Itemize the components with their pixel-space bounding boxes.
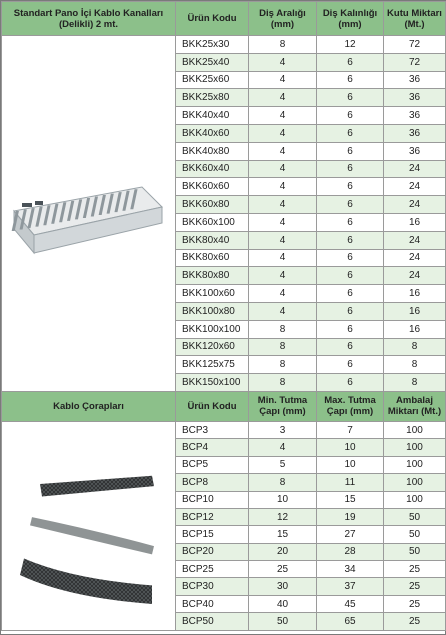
section2-col2-header: Min. Tutma Çapı (mm) [249,391,317,421]
section1-cell-col2: 8 [249,36,317,54]
section1-cell-code: BKK100x80 [176,302,249,320]
section1-cell-code: BKK120x60 [176,338,249,356]
grey-cable-sock [30,518,154,555]
section2-cell-code: BCP20 [176,543,249,560]
section1-cell-col4: 16 [384,285,446,303]
section2-cell-code: BCP30 [176,578,249,595]
section2-cell-col4: 100 [384,439,446,456]
section1-cell-col3: 6 [317,356,384,374]
section1-cell-code: BKK25x80 [176,89,249,107]
section1-cell-code: BKK100x100 [176,320,249,338]
section2-table-row [2,421,446,438]
section1-cell-col2: 4 [249,89,317,107]
section2-cell-col3: 10 [317,456,384,473]
section1-cell-col4: 24 [384,178,446,196]
section1-cell-col3: 12 [317,36,384,54]
section2-cell-code: BCP5 [176,456,249,473]
section2-cell-col2: 4 [249,439,317,456]
section1-cell-col3: 6 [317,53,384,71]
section1-cell-col4: 36 [384,124,446,142]
section1-cell-col4: 8 [384,374,446,392]
section1-title: Standart Pano İçi Kablo Kanalları (Delikli) 2 mt. [2,2,176,36]
section1-cell-col2: 4 [249,249,317,267]
section1-cell-code: BKK80x80 [176,267,249,285]
section1-cell-col3: 6 [317,196,384,214]
section1-cell-col2: 4 [249,302,317,320]
section1-col3-header: Diş Kalınlığı (mm) [317,2,384,36]
section1-cell-col4: 24 [384,231,446,249]
section1-cell-code: BKK40x80 [176,142,249,160]
section1-image-cell [2,36,176,392]
section2-cell-code: BCP3 [176,421,249,438]
section1-cell-col3: 6 [317,71,384,89]
section1-cell-col2: 4 [249,231,317,249]
section1-col4-header: Kutu Miktarı (Mt.) [384,2,446,36]
section1-cell-code: BKK25x30 [176,36,249,54]
section1-cell-col4: 72 [384,53,446,71]
section1-cell-col2: 4 [249,267,317,285]
section2-cell-code: BCP40 [176,595,249,612]
section1-cell-col3: 6 [317,374,384,392]
section2-code-col-header: Ürün Kodu [176,391,249,421]
section2-cell-col4: 100 [384,491,446,508]
black-cable-sock [40,476,154,497]
section1-cell-col4: 8 [384,356,446,374]
section2-cell-code: BCP10 [176,491,249,508]
section1-cell-col4: 16 [384,302,446,320]
section1-header-row [2,2,446,36]
section2-cell-col3: 28 [317,543,384,560]
section2-cell-col4: 25 [384,578,446,595]
section1-cell-col3: 6 [317,320,384,338]
section1-cell-code: BKK40x60 [176,124,249,142]
section1-cell-code: BKK125x75 [176,356,249,374]
section1-cell-col3: 6 [317,338,384,356]
section2-cell-col3: 27 [317,526,384,543]
section1-cell-col3: 6 [317,302,384,320]
section2-cell-col3: 34 [317,561,384,578]
section2-cell-col2: 8 [249,474,317,491]
section1-cell-col2: 4 [249,142,317,160]
section2-image-cell [2,421,176,630]
section1-cell-col2: 8 [249,320,317,338]
section1-cell-col3: 6 [317,213,384,231]
section2-cell-col4: 100 [384,456,446,473]
section1-cell-col3: 6 [317,231,384,249]
section1-cell-col3: 6 [317,142,384,160]
section2-cell-col2: 40 [249,595,317,612]
section2-cell-col3: 11 [317,474,384,491]
section2-cell-code: BCP8 [176,474,249,491]
section1-cell-code: BKK60x100 [176,213,249,231]
section1-cell-col2: 8 [249,374,317,392]
section2-cell-col4: 100 [384,474,446,491]
section1-cell-col2: 8 [249,338,317,356]
section1-cell-code: BKK25x60 [176,71,249,89]
section1-cell-col3: 6 [317,285,384,303]
section2-cell-col4: 100 [384,421,446,438]
section1-cell-col4: 36 [384,71,446,89]
section1-cell-col2: 4 [249,107,317,125]
product-table [1,1,446,631]
section2-cell-col4: 50 [384,543,446,560]
section1-cell-col2: 4 [249,178,317,196]
section2-col3-header: Max. Tutma Çapı (mm) [317,391,384,421]
section1-cell-col2: 4 [249,285,317,303]
section2-cell-col2: 3 [249,421,317,438]
section2-cell-code: BCP25 [176,561,249,578]
section1-cell-col4: 36 [384,142,446,160]
section1-cell-code: BKK40x40 [176,107,249,125]
section1-cell-code: BKK60x40 [176,160,249,178]
section1-cell-col3: 6 [317,249,384,267]
section1-col2-header: Diş Aralığı (mm) [249,2,317,36]
section2-cell-col2: 20 [249,543,317,560]
section2-title: Kablo Çorapları [2,391,176,421]
section2-col4-header: Ambalaj Miktarı (Mt.) [384,391,446,421]
section1-cell-col2: 4 [249,71,317,89]
section1-cell-col3: 6 [317,124,384,142]
section1-cell-code: BKK80x60 [176,249,249,267]
section1-table-row [2,36,446,54]
section1-cell-col4: 36 [384,89,446,107]
section1-cell-col2: 8 [249,356,317,374]
section2-cell-code: BCP4 [176,439,249,456]
section1-cell-col2: 4 [249,53,317,71]
section2-cell-col2: 50 [249,613,317,630]
section1-cell-col4: 24 [384,267,446,285]
section2-cell-col3: 45 [317,595,384,612]
section2-cell-col2: 15 [249,526,317,543]
section1-cell-col4: 24 [384,249,446,267]
section2-cell-code: BCP15 [176,526,249,543]
section2-cell-col2: 5 [249,456,317,473]
section2-cell-col2: 10 [249,491,317,508]
section2-cell-code: BCP12 [176,508,249,525]
section1-cell-col2: 4 [249,196,317,214]
section2-cell-col4: 50 [384,508,446,525]
section1-cell-code: BKK60x80 [176,196,249,214]
section1-cell-col3: 6 [317,267,384,285]
section1-cell-col3: 6 [317,178,384,196]
section1-code-col-header: Ürün Kodu [176,2,249,36]
section1-cell-col3: 6 [317,160,384,178]
section2-cell-col2: 30 [249,578,317,595]
section2-cell-col2: 12 [249,508,317,525]
section2-cell-col4: 25 [384,595,446,612]
section2-cell-col3: 19 [317,508,384,525]
section2-cell-col2: 25 [249,561,317,578]
section2-cell-col4: 25 [384,561,446,578]
section2-cell-col3: 65 [317,613,384,630]
section1-cell-col2: 4 [249,160,317,178]
section1-cell-code: BKK60x60 [176,178,249,196]
section1-cell-col4: 24 [384,196,446,214]
section2-cell-col3: 10 [317,439,384,456]
section1-cell-col4: 16 [384,213,446,231]
section1-cell-col4: 72 [384,36,446,54]
section1-cell-code: BKK100x60 [176,285,249,303]
section2-cell-col3: 7 [317,421,384,438]
black-wide-cable-sock [20,559,152,604]
cable-sock-sleeves-image [2,422,174,629]
section2-cell-col4: 25 [384,613,446,630]
section2-cell-col4: 50 [384,526,446,543]
section1-cell-col3: 6 [317,107,384,125]
section2-cell-col3: 37 [317,578,384,595]
section2-cell-code: BCP50 [176,613,249,630]
section2-header-row [2,391,446,421]
section1-cell-code: BKK150x100 [176,374,249,392]
perforated-cable-duct-image [2,36,174,390]
section2-cell-col3: 15 [317,491,384,508]
section1-cell-col4: 36 [384,107,446,125]
section1-cell-code: BKK25x40 [176,53,249,71]
section1-cell-col4: 24 [384,160,446,178]
section1-cell-code: BKK80x40 [176,231,249,249]
section1-cell-col2: 4 [249,213,317,231]
section1-cell-col4: 8 [384,338,446,356]
section1-cell-col2: 4 [249,124,317,142]
section1-cell-col4: 16 [384,320,446,338]
section1-cell-col3: 6 [317,89,384,107]
